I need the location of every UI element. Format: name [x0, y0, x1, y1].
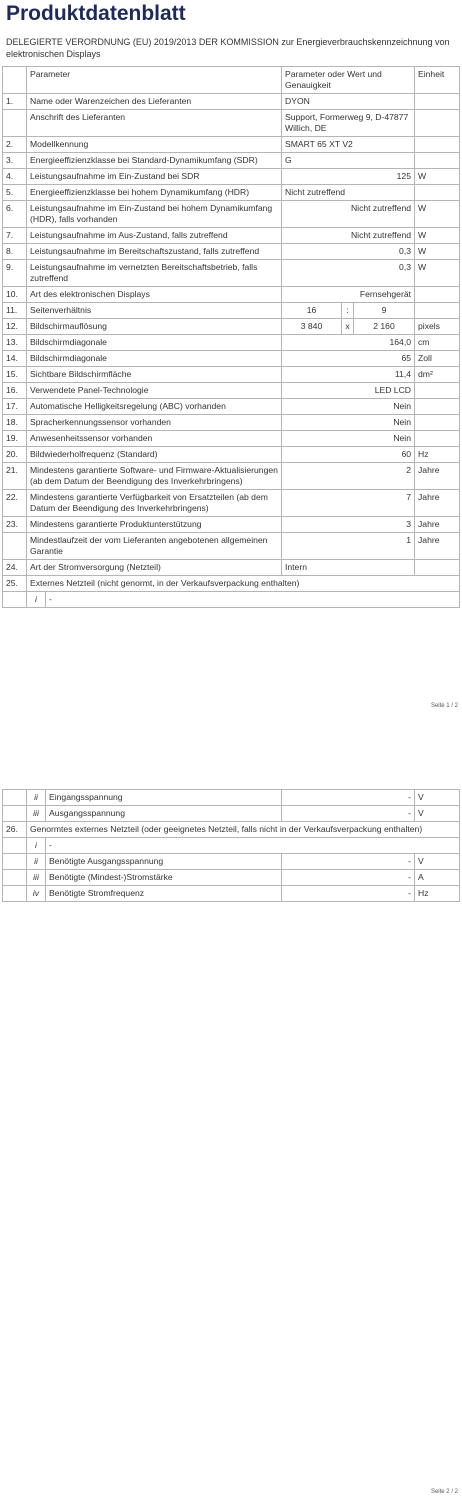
row-number: 20.: [3, 447, 27, 463]
row-number: 11.: [3, 303, 27, 319]
table-row: [3, 383, 460, 399]
row-unit: Jahre: [415, 533, 460, 560]
sub-item-marker: i: [27, 838, 46, 854]
row-value: 3: [282, 517, 415, 533]
row-unit: [415, 185, 460, 201]
row-value: Nein: [282, 399, 415, 415]
row-value: 1: [282, 533, 415, 560]
table-row: [3, 367, 460, 383]
sub-item-marker: ii: [27, 854, 46, 870]
table-row: [3, 490, 460, 517]
row-number: [3, 592, 27, 608]
regulation-subtitle: DELEGIERTE VERORDNUNG (EU) 2019/2013 DER KOMMISSION zur Energieverbrauchskennzeichnung von elektronischen Displays: [6, 37, 450, 59]
table-row: [3, 399, 460, 415]
table-row: [3, 110, 460, 137]
table-row: [3, 854, 460, 870]
row-parameter: Energieeffizienzklasse bei hohem Dynamikumfang (HDR): [27, 185, 282, 201]
row-number: 16.: [3, 383, 27, 399]
row-parameter: Mindestens garantierte Software- und Firmware-Aktualisierungen (ab dem Datum der Beendigung des Inverkehrbringens): [27, 463, 282, 490]
row-unit: [415, 137, 460, 153]
row-unit: V: [415, 790, 460, 806]
row-unit: Hz: [415, 447, 460, 463]
row-unit: A: [415, 870, 460, 886]
row-number: 9.: [3, 260, 27, 287]
row-value: 164,0: [282, 335, 415, 351]
row-parameter: Benötigte Stromfrequenz: [46, 886, 282, 902]
row-unit: V: [415, 806, 460, 822]
row-value-second: 2 160: [354, 319, 415, 335]
row-parameter: Mindestens garantierte Produktunterstützung: [27, 517, 282, 533]
row-value: Support, Formerweg 9, D-47877 Willich, DE: [282, 110, 415, 137]
row-value: SMART 65 XT V2: [282, 137, 415, 153]
row-parameter: Bildschirmdiagonale: [27, 335, 282, 351]
row-parameter: Automatische Helligkeitsregelung (ABC) vorhanden: [27, 399, 282, 415]
table-row: [3, 463, 460, 490]
row-parameter: Anwesenheitssensor vorhanden: [27, 431, 282, 447]
row-parameter: Leistungsaufnahme im vernetzten Bereitschaftsbetrieb, falls zutreffend: [27, 260, 282, 287]
row-parameter: Bildschirmauflösung: [27, 319, 282, 335]
row-unit: W: [415, 244, 460, 260]
table-row: [3, 153, 460, 169]
row-parameter: Leistungsaufnahme im Ein-Zustand bei hohem Dynamikumfang (HDR), falls vorhanden: [27, 201, 282, 228]
row-value: Nicht zutreffend: [282, 228, 415, 244]
table-row: [3, 303, 460, 319]
row-value: -: [282, 806, 415, 822]
page-footer-1: Seite 1 / 2: [430, 703, 458, 709]
row-number: 4.: [3, 169, 27, 185]
row-number: 10.: [3, 287, 27, 303]
row-unit: cm: [415, 335, 460, 351]
row-value: DYON: [282, 94, 415, 110]
sub-item-marker: ii: [27, 790, 46, 806]
row-unit: [415, 287, 460, 303]
row-unit: [415, 431, 460, 447]
row-value: -: [282, 870, 415, 886]
row-number: [3, 870, 27, 886]
sub-item-marker: iii: [27, 870, 46, 886]
row-number: 14.: [3, 351, 27, 367]
sub-item-marker: iii: [27, 806, 46, 822]
row-value-separator: x: [342, 319, 354, 335]
row-parameter: -: [46, 838, 460, 854]
table-row: [3, 447, 460, 463]
row-unit: [415, 303, 460, 319]
row-unit: [415, 560, 460, 576]
row-value: -: [282, 790, 415, 806]
row-parameter: Externes Netzteil (nicht genormt, in der Verkaufsverpackung enthalten): [27, 576, 460, 592]
row-value: Nein: [282, 415, 415, 431]
row-value: 60: [282, 447, 415, 463]
row-value: 65: [282, 351, 415, 367]
table-row: [3, 838, 460, 854]
row-value: 0,3: [282, 260, 415, 287]
row-unit: W: [415, 201, 460, 228]
header-parameter: Parameter: [27, 67, 282, 94]
table-row: [3, 319, 460, 335]
row-number: 25.: [3, 576, 27, 592]
sub-item-marker: iv: [27, 886, 46, 902]
row-unit: Hz: [415, 886, 460, 902]
row-parameter: Benötigte Ausgangsspannung: [46, 854, 282, 870]
row-number: [3, 110, 27, 137]
row-number: 2.: [3, 137, 27, 153]
row-unit: Jahre: [415, 463, 460, 490]
row-parameter: Verwendete Panel-Technologie: [27, 383, 282, 399]
row-parameter: Art des elektronischen Displays: [27, 287, 282, 303]
row-parameter: Bildwiederholfrequenz (Standard): [27, 447, 282, 463]
row-number: 26.: [3, 822, 27, 838]
row-value: Fernsehgerät: [282, 287, 415, 303]
table-row: [3, 560, 460, 576]
row-value: -: [282, 854, 415, 870]
row-unit: W: [415, 260, 460, 287]
row-value: Intern: [282, 560, 415, 576]
row-value: 0,3: [282, 244, 415, 260]
table-row: [3, 244, 460, 260]
row-number: 12.: [3, 319, 27, 335]
table-row: [3, 431, 460, 447]
row-parameter: Eingangsspannung: [46, 790, 282, 806]
table-row: [3, 260, 460, 287]
row-unit: Jahre: [415, 517, 460, 533]
table-row: [3, 169, 460, 185]
row-number: [3, 790, 27, 806]
row-number: 15.: [3, 367, 27, 383]
row-parameter: Mindestlaufzeit der vom Lieferanten angebotenen allgemeinen Garantie: [27, 533, 282, 560]
table-row: [3, 228, 460, 244]
table-row: [3, 517, 460, 533]
row-value: 2: [282, 463, 415, 490]
row-value: 11,4: [282, 367, 415, 383]
row-parameter: Art der Stromversorgung (Netzteil): [27, 560, 282, 576]
row-unit: [415, 383, 460, 399]
row-value-first: 3 840: [282, 319, 342, 335]
row-parameter: Name oder Warenzeichen des Lieferanten: [27, 94, 282, 110]
row-unit: [415, 110, 460, 137]
page-footer-2: Seite 2 / 2: [430, 1489, 458, 1495]
row-unit: [415, 94, 460, 110]
row-parameter: -: [46, 592, 460, 608]
row-parameter: Mindestens garantierte Verfügbarkeit von Ersatzteilen (ab dem Datum der Beendigung des Inverkehrbringens): [27, 490, 282, 517]
row-number: [3, 533, 27, 560]
row-number: 17.: [3, 399, 27, 415]
row-parameter: Modellkennung: [27, 137, 282, 153]
row-value: 7: [282, 490, 415, 517]
row-number: [3, 806, 27, 822]
row-number: 24.: [3, 560, 27, 576]
row-parameter: Spracherkennungssensor vorhanden: [27, 415, 282, 431]
table-row: [3, 351, 460, 367]
row-unit: [415, 415, 460, 431]
table-header-row: [3, 67, 460, 94]
row-value: Nicht zutreffend: [282, 185, 415, 201]
table-row: [3, 886, 460, 902]
row-number: 7.: [3, 228, 27, 244]
row-unit: W: [415, 228, 460, 244]
row-parameter: Benötigte (Mindest-)Stromstärke: [46, 870, 282, 886]
row-parameter: Leistungsaufnahme im Bereitschaftszustand, falls zutreffend: [27, 244, 282, 260]
row-parameter: Seitenverhältnis: [27, 303, 282, 319]
table-row: [3, 806, 460, 822]
table-row: [3, 870, 460, 886]
row-value-second: 9: [354, 303, 415, 319]
row-unit: pixels: [415, 319, 460, 335]
row-number: 23.: [3, 517, 27, 533]
table-row: [3, 335, 460, 351]
table-row: [3, 415, 460, 431]
row-unit: V: [415, 854, 460, 870]
table-row: [3, 576, 460, 592]
row-parameter: Energieeffizienzklasse bei Standard-Dynamikumfang (SDR): [27, 153, 282, 169]
row-value: 125: [282, 169, 415, 185]
row-parameter: Leistungsaufnahme im Aus-Zustand, falls zutreffend: [27, 228, 282, 244]
table-row: [3, 201, 460, 228]
row-number: [3, 854, 27, 870]
row-value: LED LCD: [282, 383, 415, 399]
row-number: 5.: [3, 185, 27, 201]
header-number: [3, 67, 27, 94]
header-unit: Einheit: [415, 67, 460, 94]
row-number: 18.: [3, 415, 27, 431]
row-unit: dm²: [415, 367, 460, 383]
table-row: [3, 822, 460, 838]
row-parameter: Bildschirmdiagonale: [27, 351, 282, 367]
row-parameter: Sichtbare Bildschirmfläche: [27, 367, 282, 383]
row-number: 13.: [3, 335, 27, 351]
row-parameter: Genormtes externes Netzteil (oder geeignetes Netzteil, falls nicht in der Verkaufsverpackung enthalten): [27, 822, 460, 838]
row-number: [3, 886, 27, 902]
sub-item-marker: i: [27, 592, 46, 608]
row-value: Nicht zutreffend: [282, 201, 415, 228]
row-value: -: [282, 886, 415, 902]
row-parameter: Anschrift des Lieferanten: [27, 110, 282, 137]
product-data-table-page-2: [2, 789, 460, 902]
row-number: 21.: [3, 463, 27, 490]
row-value-first: 16: [282, 303, 342, 319]
table-row: [3, 287, 460, 303]
table-row: [3, 533, 460, 560]
table-row: [3, 137, 460, 153]
table-row: [3, 592, 460, 608]
row-number: 19.: [3, 431, 27, 447]
row-number: 6.: [3, 201, 27, 228]
row-number: [3, 838, 27, 854]
row-number: 1.: [3, 94, 27, 110]
row-unit: W: [415, 169, 460, 185]
header-value: Parameter oder Wert und Genauigkeit: [282, 67, 415, 94]
row-unit: [415, 399, 460, 415]
row-parameter: Leistungsaufnahme im Ein-Zustand bei SDR: [27, 169, 282, 185]
row-unit: [415, 153, 460, 169]
product-data-table-page-1: [2, 66, 460, 608]
table-row: [3, 185, 460, 201]
row-unit: Jahre: [415, 490, 460, 517]
row-number: 3.: [3, 153, 27, 169]
row-value: Nein: [282, 431, 415, 447]
row-parameter: Ausgangsspannung: [46, 806, 282, 822]
row-unit: Zoll: [415, 351, 460, 367]
row-value: G: [282, 153, 415, 169]
row-value-separator: :: [342, 303, 354, 319]
row-number: 22.: [3, 490, 27, 517]
table-row: [3, 94, 460, 110]
document-title: Produktdatenblatt: [6, 2, 186, 25]
row-number: 8.: [3, 244, 27, 260]
table-row: [3, 790, 460, 806]
